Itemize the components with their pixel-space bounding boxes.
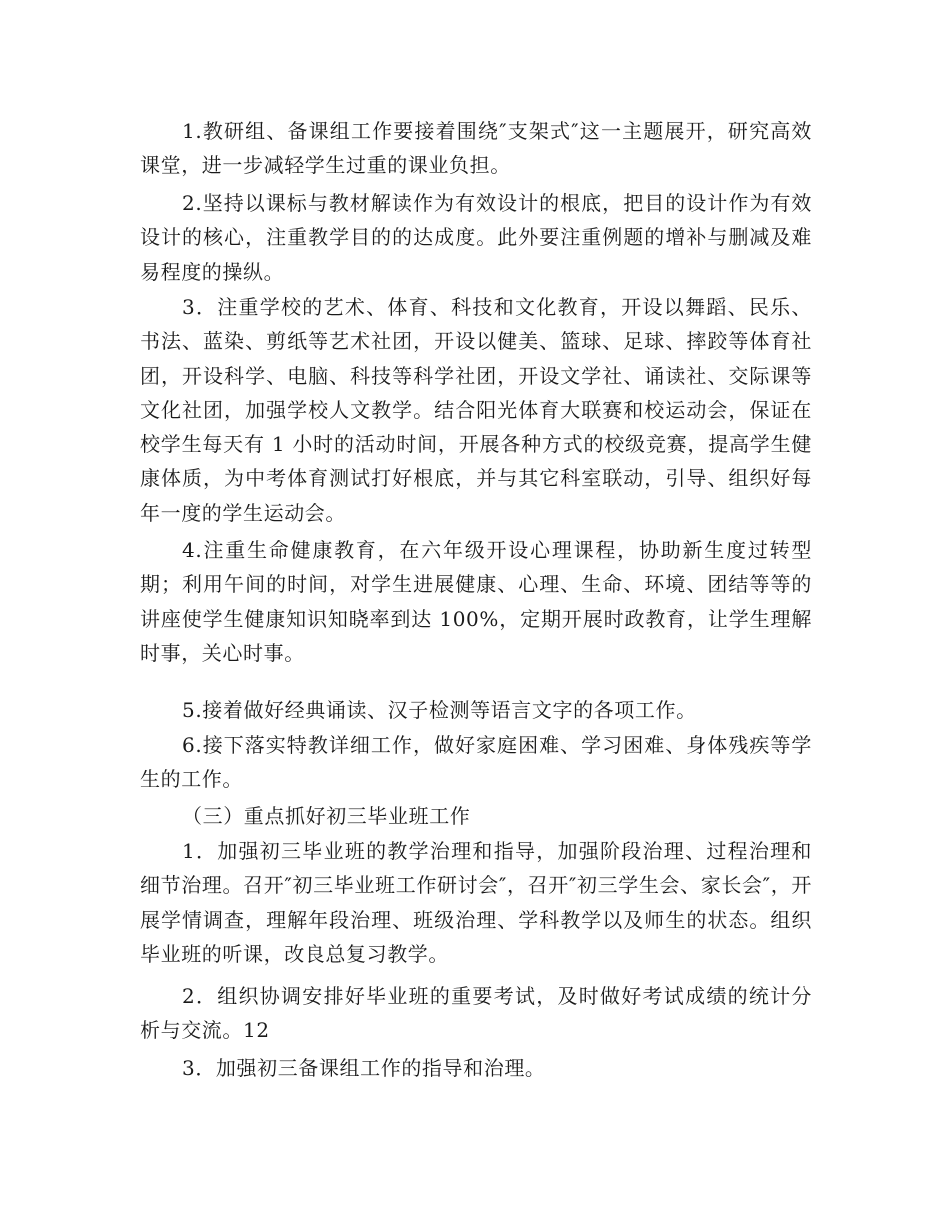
paragraph-health-education: 4.注重生命健康教育，在六年级开设心理课程，协助新生度过转型期；利用午间的时间，对学生进展健康、心理、生命、环境、团结等等的讲座使学生健康知识知晓率到达 100%，定期开展时政教育，让学生理解时事，关心时事。 [140, 538, 812, 665]
paragraph-lesson-group: 3．加强初三备课组工作的指导和治理。 [182, 1056, 546, 1080]
paragraph-graduating-management: 1．加强初三毕业班的教学治理和指导，加强阶段治理、过程治理和细节治理。召开″初三毕业班工作研讨会″，召开″初三学生会、家长会″，开展学情调查，理解年段治理、班级治理、学科教学以及师生的状态。组织毕业班的听课，改良总复习教学。 [140, 839, 812, 966]
paragraph-special-education: 6.接下落实特教详细工作，做好家庭困难、学习困难、身体残疾等学生的工作。 [140, 733, 812, 792]
paragraph-exam-coordination: 2．组织协调安排好毕业班的重要考试，及时做好考试成绩的统计分析与交流。12 [140, 984, 812, 1043]
paragraph-curriculum-design: 2.坚持以课标与教材解读作为有效设计的根底，把目的设计作为有效设计的核心，注重教学目的的达成度。此外要注重例题的增补与删减及难易程度的操纵。 [140, 191, 812, 284]
paragraph-arts-sports: 3．注重学校的艺术、体育、科技和文化教育，开设以舞蹈、民乐、书法、蓝染、剪纸等艺术社团，开设以健美、篮球、足球、摔跤等体育社团，开设科学、电脑、科技等科学社团，开设文学社、诵读社、交际课等文化社团，加强学校人文教学。结合阳光体育大联赛和校运动会，保证在校学生每天有 1 小时的活动时间，开展各种方式的校级竞赛，提高学生健康体质，为中考体育测试打好根底，并与其它科室联动，引导、组织好每年一度的学生运动会。 [140, 295, 812, 525]
paragraph-teaching-research: 1.教研组、备课组工作要接着围绕″支架式″这一主题展开，研究高效课堂，进一步减轻学生过重的课业负担。 [140, 119, 812, 178]
section-heading-graduating-class: （三）重点抓好初三毕业班工作 [182, 804, 471, 828]
paragraph-language-work: 5.接着做好经典诵读、汉子检测等语言文字的各项工作。 [182, 698, 697, 722]
